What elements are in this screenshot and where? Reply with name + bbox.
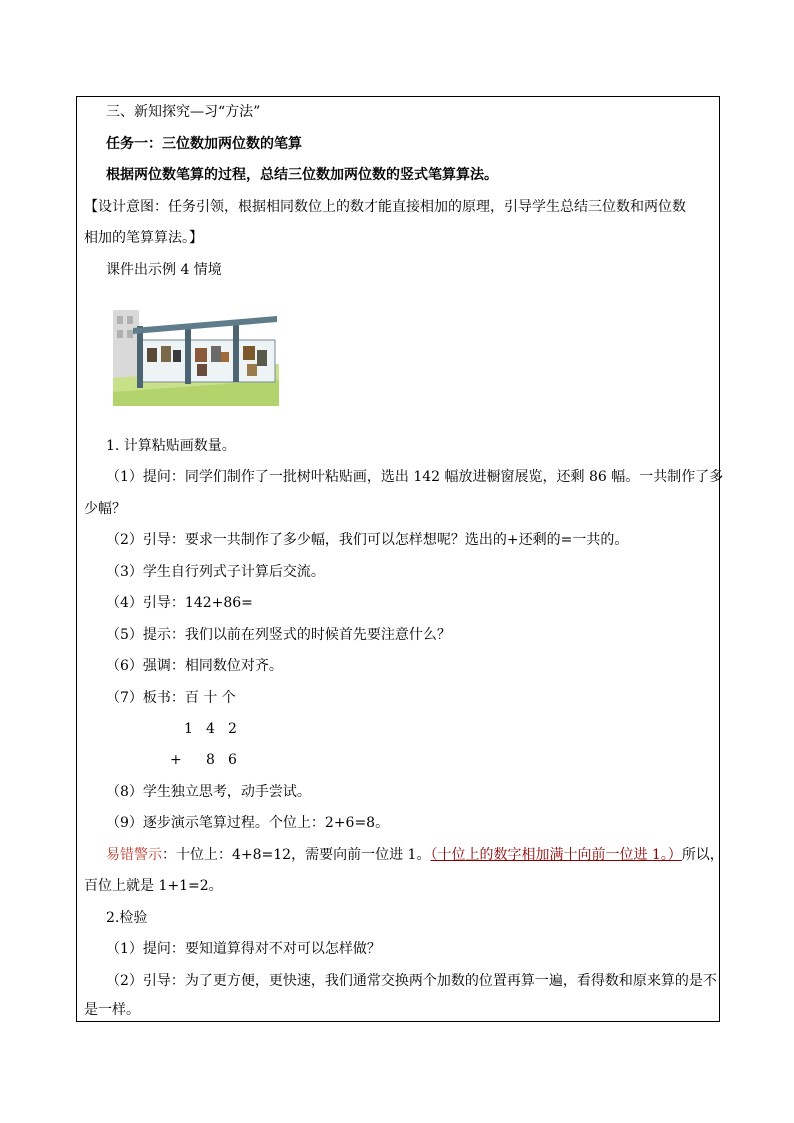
part1-step-3: （3）学生自行列式子计算后交流。: [106, 564, 325, 580]
task-title: 任务一：三位数加两位数的笔算: [106, 136, 302, 152]
error-warning-note: 十位上的数字相加满十向前一位进 1。）: [437, 847, 682, 863]
design-intent-line-1: 【设计意图：任务引领，根据相同数位上的数才能直接相加的原理，引导学生总结三位数和两位数: [84, 199, 686, 215]
vertical-plus-sign: +: [170, 752, 182, 768]
vertical-row1-hundreds: 1: [184, 721, 193, 737]
part1-step-6: （6）强调：相同数位对齐。: [106, 658, 283, 674]
part1-step-7-board: （7）板书：百 十 个: [106, 690, 236, 706]
section-heading: 三、新知探究—习“方法”: [106, 104, 261, 120]
error-warning-paren-open: （: [430, 847, 438, 863]
error-warning-line: [106, 846, 724, 864]
vertical-row2-tens: 8: [206, 752, 215, 768]
summary-text: 根据两位数笔算的过程，总结三位数加两位数的竖式笔算算法。: [106, 167, 498, 183]
part2-question-2b: 是一样。: [84, 1002, 140, 1018]
part1-step-5: （5）提示：我们以前在列竖式的时候首先要注意什么？: [106, 627, 451, 643]
part2-title: 2.检验: [106, 910, 148, 926]
part2-question-2a: （2）引导：为了更方便，更快速，我们通常交换两个加数的位置再算一遍，看得数和原来算的是不: [106, 973, 717, 989]
error-warning-line-2: 百位上就是 1+1=2。: [84, 878, 223, 894]
design-intent-line-2: 相加的笔算算法。】: [84, 230, 203, 246]
error-warning-text: ：十位上：4+8=12，需要向前一位进 1。: [162, 847, 431, 863]
part1-step-1a: （1）提问：同学们制作了一批树叶粘贴画，选出 142 幅放进橱窗展览，还剩 86 幅。一共制作了多: [106, 469, 724, 485]
exhibition-window-illustration: [113, 306, 279, 406]
part1-step-9: （9）逐步演示笔算过程。个位上：2+6=8。: [106, 815, 390, 831]
error-warning-label: 易错警示: [106, 847, 162, 863]
courseware-caption: 课件出示例 4 情境: [106, 262, 222, 278]
vertical-row1-tens: 4: [206, 721, 215, 737]
part1-step-1b: 少幅？: [84, 501, 126, 517]
part1-step-8: （8）学生独立思考，动手尝试。: [106, 784, 311, 800]
part1-title: 1. 计算粘贴画数量。: [106, 438, 236, 454]
part2-question-1: （1）提问：要知道算得对不对可以怎样做？: [106, 941, 381, 957]
vertical-row1-ones: 2: [228, 721, 237, 737]
part1-step-2: （2）引导：要求一共制作了多少幅，我们可以怎样想呢？选出的+还剩的=一共的。: [106, 532, 629, 548]
part1-step-4: （4）引导：142+86=: [106, 595, 253, 611]
vertical-row2-ones: 6: [228, 752, 237, 768]
error-warning-tail: 所以，: [681, 847, 724, 863]
